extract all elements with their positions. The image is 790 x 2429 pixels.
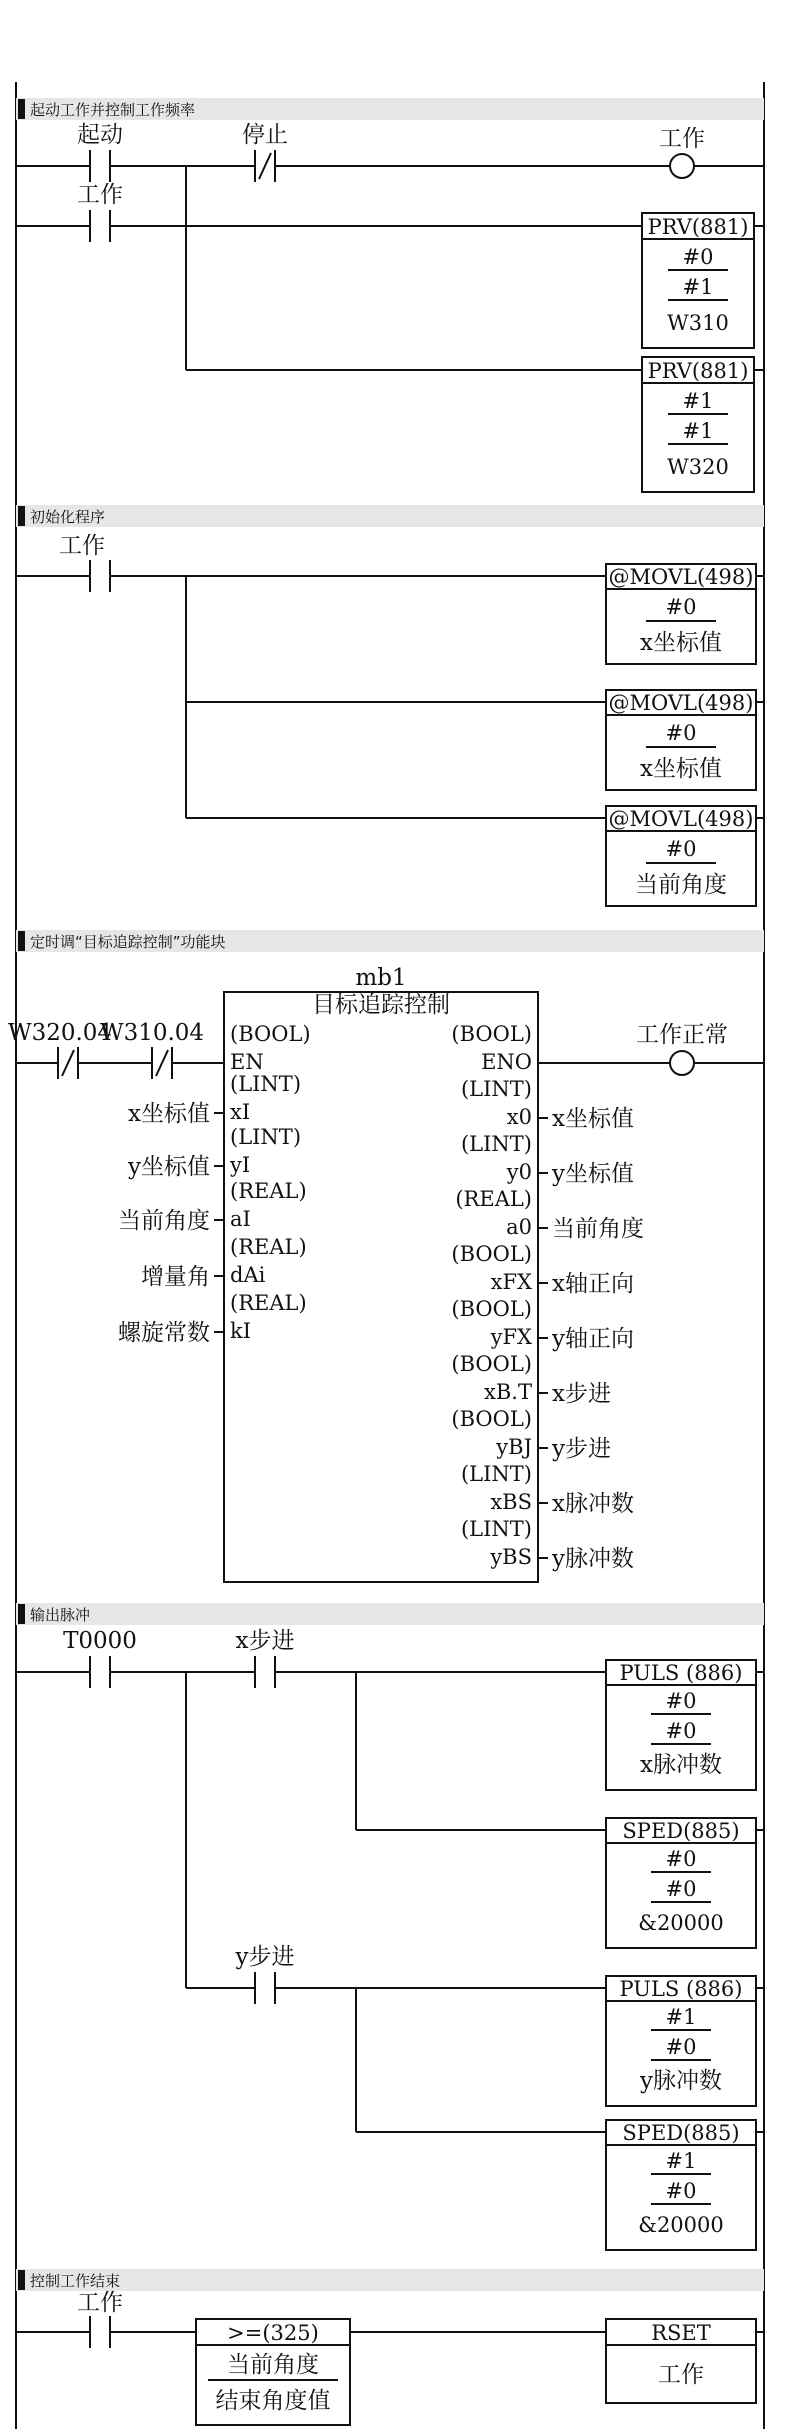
operand-3: &20000 [638, 2213, 724, 2237]
section-header-5 [16, 2269, 764, 2291]
instruction-name: PULS (886) [619, 1661, 743, 1685]
operand-1: #1 [682, 389, 714, 413]
fb-output-port: xFX [490, 1270, 532, 1294]
fb-input-variable[interactable]: x坐标值 [128, 1101, 210, 1127]
prv-instruction-2[interactable] [642, 357, 764, 492]
operand-2: #0 [665, 2179, 697, 2203]
contact-timer[interactable] [63, 1628, 137, 1688]
fb-output-variable[interactable]: 当前角度 [552, 1216, 644, 1242]
operand-3: y脉冲数 [640, 2068, 722, 2094]
fb-input-variable[interactable]: y坐标值 [128, 1154, 210, 1180]
contact-label: 工作 [77, 2290, 123, 2316]
fb-input-port: kI [230, 1319, 252, 1343]
instruction-name: PRV(881) [647, 359, 749, 383]
operand-2: #0 [665, 1719, 697, 1743]
fb-output-port: yBS [490, 1545, 532, 1569]
operand-1: #0 [665, 595, 697, 619]
fb-input-port: yI [230, 1153, 251, 1177]
fb-output-variable[interactable]: y脉冲数 [552, 1546, 634, 1572]
section-header-4 [16, 1603, 764, 1625]
section-header-2 [16, 505, 764, 527]
fb-output-type: (LINT) [460, 1462, 532, 1486]
operand-1: #0 [665, 1847, 697, 1871]
contact-w310-nc[interactable] [100, 1020, 204, 1079]
fb-output-port: a0 [506, 1215, 532, 1239]
operand-2: #0 [665, 1877, 697, 1901]
section-title: 输出脉冲 [30, 1606, 91, 1624]
contact-label: x步进 [235, 1628, 295, 1654]
contact-label: 工作 [77, 182, 123, 208]
coil-work[interactable] [659, 126, 705, 178]
fb-input-port: dAi [230, 1263, 266, 1287]
contact-work[interactable] [77, 2290, 123, 2348]
fb-output-port: ENO [481, 1050, 532, 1074]
contact-label: 停止 [242, 122, 288, 148]
fb-output-variable[interactable]: y坐标值 [552, 1161, 634, 1187]
fb-input-type: (LINT) [230, 1125, 302, 1149]
fb-output-variable[interactable]: x坐标值 [552, 1106, 634, 1132]
fb-output-variable[interactable]: x脉冲数 [552, 1491, 634, 1517]
rung-5 [16, 2290, 764, 2425]
operand-2: 当前角度 [635, 872, 727, 898]
operand-2: x坐标值 [640, 756, 722, 782]
sped-instruction-2[interactable] [606, 2120, 764, 2250]
puls-instruction-1[interactable] [606, 1660, 764, 1790]
contact-label: T0000 [63, 1628, 137, 1654]
coil-work-normal[interactable] [636, 1022, 728, 1075]
rset-instruction[interactable] [606, 2319, 764, 2403]
fb-input-type: (BOOL) [230, 1022, 311, 1046]
fb-input-port: aI [230, 1207, 251, 1231]
instruction-name: SPED(885) [622, 1819, 740, 1843]
fb-output-type: (BOOL) [451, 1297, 532, 1321]
operand-1: #1 [665, 2005, 697, 2029]
function-block-name: 目标追踪控制 [312, 992, 450, 1018]
instruction-name: SPED(885) [622, 2121, 740, 2145]
operand-3: W310 [667, 311, 729, 335]
contact-label: 工作 [59, 533, 105, 559]
fb-output-port: y0 [506, 1160, 532, 1184]
instruction-name: PRV(881) [647, 215, 749, 239]
fb-output-variable[interactable]: x步进 [552, 1381, 611, 1407]
rung-1 [16, 122, 764, 492]
instruction-name: @MOVL(498) [608, 691, 754, 715]
fb-output-port: yFX [490, 1325, 532, 1349]
fb-input-variable[interactable]: 螺旋常数 [118, 1320, 210, 1346]
fb-input-type: (REAL) [230, 1179, 307, 1203]
contact-work[interactable] [59, 533, 110, 592]
operand-3: W320 [667, 455, 729, 479]
fb-input-variable[interactable]: 当前角度 [118, 1208, 210, 1234]
section-title: 定时调“目标追踪控制”功能块 [30, 933, 226, 951]
operand-1: #0 [682, 245, 714, 269]
prv-instruction-1[interactable] [642, 213, 764, 348]
puls-instruction-2[interactable] [606, 1976, 764, 2106]
fb-output-type: (BOOL) [451, 1352, 532, 1376]
operand-3: &20000 [638, 1911, 724, 1935]
fb-output-variable[interactable]: y步进 [552, 1436, 611, 1462]
operand-3: x脉冲数 [640, 1752, 722, 1778]
contact-label: 起动 [77, 122, 123, 148]
instruction-name: >=(325) [227, 2321, 319, 2345]
instruction-name: @MOVL(498) [608, 807, 754, 831]
fb-output-type: (REAL) [455, 1187, 532, 1211]
compare-instruction[interactable] [196, 2319, 350, 2425]
coil-label: 工作 [659, 126, 705, 152]
instruction-name: PULS (886) [619, 1977, 743, 2001]
operand-2: 结束角度值 [215, 2388, 331, 2414]
operand-1: #0 [665, 721, 697, 745]
section-title: 初始化程序 [30, 508, 106, 526]
operand-2: x坐标值 [640, 630, 722, 656]
operand-1: #0 [665, 837, 697, 861]
fb-input-variable[interactable]: 增量角 [141, 1264, 210, 1290]
section-header-3 [16, 930, 764, 952]
fb-output-variable[interactable]: x轴正向 [552, 1271, 634, 1297]
contact-w320-nc[interactable] [8, 1020, 112, 1079]
operand-1: 当前角度 [227, 2352, 319, 2378]
section-title: 起动工作并控制工作频率 [30, 101, 196, 119]
operand-2: #1 [682, 275, 714, 299]
movl-instruction-2[interactable] [606, 690, 764, 790]
operand-2: #1 [682, 419, 714, 443]
instance-name: mb1 [355, 965, 407, 991]
fb-output-port: xBS [490, 1490, 532, 1514]
rung-2 [16, 533, 764, 906]
fb-input-type: (REAL) [230, 1235, 307, 1259]
movl-instruction-1[interactable] [606, 564, 764, 664]
fb-input-port: EN [230, 1050, 264, 1074]
contact-x-step[interactable] [236, 1628, 295, 1688]
rung-3 [8, 965, 764, 1582]
movl-instruction-3[interactable] [606, 806, 764, 906]
instruction-name: RSET [651, 2321, 711, 2345]
sped-instruction-1[interactable] [606, 1818, 764, 1948]
contact-label: y步进 [235, 1944, 295, 1970]
fb-input-type: (LINT) [230, 1072, 302, 1096]
fb-output-port: x0 [506, 1105, 532, 1129]
section-header-1 [16, 98, 764, 120]
fb-output-type: (LINT) [460, 1077, 532, 1101]
fb-output-variable[interactable]: y轴正向 [552, 1326, 634, 1352]
contact-label: W320.04 [7, 1020, 113, 1046]
fb-output-type: (LINT) [460, 1132, 532, 1156]
fb-input-port: xI [230, 1100, 251, 1124]
fb-output-port: yBJ [496, 1435, 532, 1459]
operand-1: #1 [665, 2149, 697, 2173]
operand-2: #0 [665, 2035, 697, 2059]
fb-output-type: (BOOL) [451, 1022, 532, 1046]
contact-start[interactable] [77, 122, 123, 182]
fb-input-type: (REAL) [230, 1291, 307, 1315]
instruction-name: @MOVL(498) [608, 565, 754, 589]
fb-output-type: (LINT) [460, 1517, 532, 1541]
contact-label: W310.04 [99, 1020, 205, 1046]
function-block-inputs [118, 1022, 311, 1346]
fb-output-type: (BOOL) [451, 1407, 532, 1431]
contact-hold-work[interactable] [77, 182, 123, 242]
fb-output-port: xB.T [484, 1380, 532, 1404]
operand-1: 工作 [658, 2362, 704, 2388]
function-block-outputs [451, 1022, 644, 1572]
operand-1: #0 [665, 1689, 697, 1713]
fb-output-type: (BOOL) [451, 1242, 532, 1266]
rung-4 [16, 1628, 764, 2250]
coil-label: 工作正常 [636, 1022, 728, 1048]
contact-stop-nc[interactable] [242, 122, 288, 182]
contact-y-step[interactable] [235, 1944, 295, 2004]
section-title: 控制工作结束 [30, 2272, 121, 2290]
